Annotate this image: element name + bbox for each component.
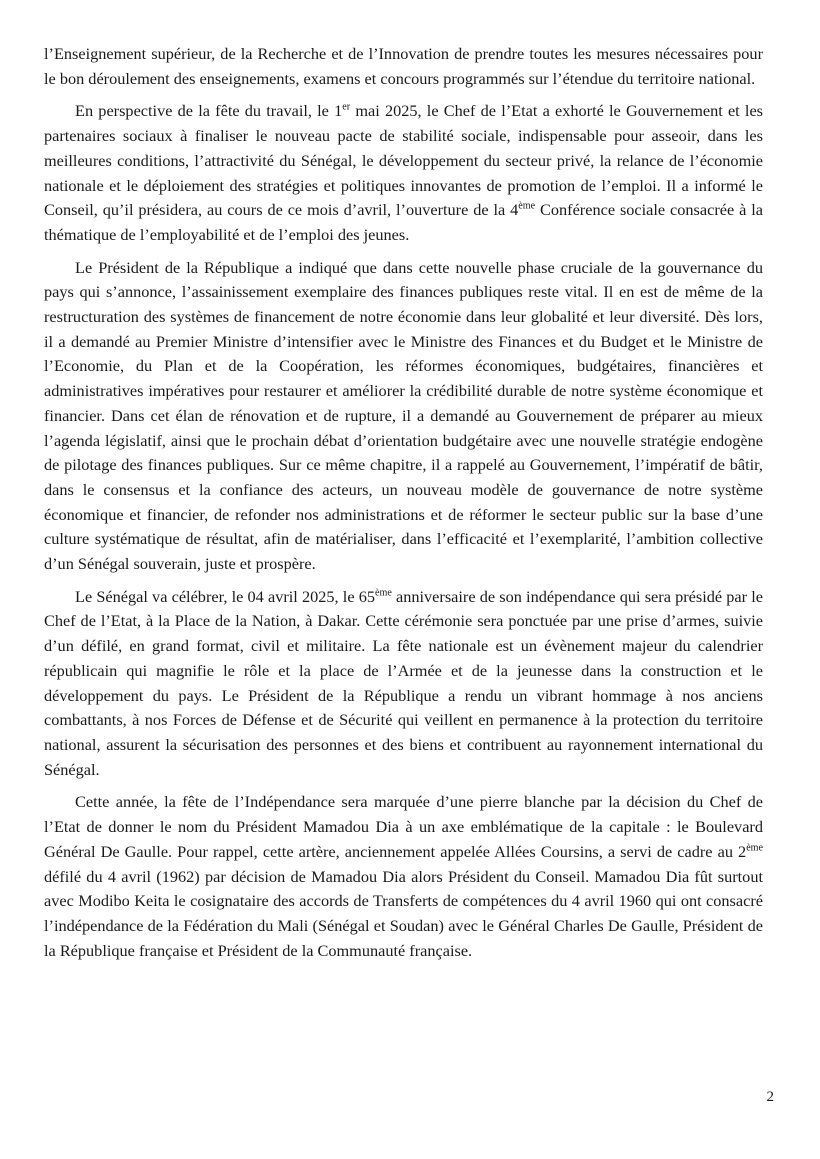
paragraph-text: mai 2025, le Chef de l’Etat a exhorté le Gouvernement et les partenaires sociaux à finaliser le nouveau pacte de stabilité sociale, indispensable pour asseoir, dans les meilleures conditions, l’attractivité du Sénégal, le développement du secteur privé, la relance de l’économie nationale et le déploiement des stratégies et politiques innovantes de promotion de l’emploi. Il a informé le Conseil, qu’il présidera, au cours de ce mois d’avril, l’ouverture de la 4	[44, 101, 764, 220]
paragraph-text: En perspective de la fête du travail, le 1	[75, 101, 343, 121]
paragraph	[44, 790, 763, 963]
page-number: 2	[766, 1089, 774, 1105]
paragraph-text: l’Enseignement supérieur, de la Recherche et de l’Innovation de prendre toutes les mesures nécessaires pour le bon déroulement des enseignements, examens et concours programmés sur l’étendue du territoire national.	[44, 44, 763, 88]
superscript-ordinal: ème	[746, 842, 763, 854]
paragraph	[44, 99, 763, 247]
paragraph-text: anniversaire de son indépendance qui sera présidé par le Chef de l’Etat, à la Place de la Nation, à Dakar. Cette cérémonie sera ponctuée par une prise d’armes, suivie d’un défilé, en grand format, civil et militaire. La fête nationale est un évènement majeur du calendrier républicain qui magnifie le rôle et la place de l’Armée et de la jeunesse dans la construction et le développement du pays. Le Président de la République a rendu un vibrant hommage à nos anciens combattants, à nos Forces de Défense et de Sécurité qui veillent en permanence à la protection du territoire national, assurent la sécurisation des personnes et des biens et contribuent au rayonnement international du Sénégal.	[44, 586, 763, 779]
paragraph	[44, 256, 763, 577]
paragraph-text: Le Sénégal va célébrer, le 04 avril 2025, le 65	[75, 586, 376, 606]
superscript-ordinal: er	[342, 101, 351, 113]
paragraph-text: Cette année, la fête de l’Indépendance sera marquée d’une pierre blanche par la décision du Chef de l’Etat de donner le nom du Président Mamadou Dia à un axe emblématique de la capitale : le Boulevard Général De Gaulle. Pour rappel, cette artère, anciennement appelée Allées Coursins, a servi de cadre au 2	[44, 792, 763, 861]
superscript-ordinal: ème	[375, 587, 392, 599]
paragraph-text: Conférence sociale consacrée à la thématique de l’employabilité et de l’emploi des jeunes.	[44, 200, 763, 244]
paragraph	[44, 585, 763, 783]
superscript-ordinal: ème	[518, 200, 536, 212]
document-body	[44, 42, 763, 971]
paragraph-text: défilé du 4 avril (1962) par décision de Mamadou Dia alors Président du Conseil. Mamadou Dia fût surtout avec Modibo Keita le cosignataire des accords de Transferts de compétences du 4 avril 1960 qui ont consacré l’indépendance de la Fédération du Mali (Sénégal et Soudan) avec le Général Charles De Gaulle, Président de la République française et Président de la Communauté française.	[44, 866, 763, 960]
paragraph	[44, 42, 763, 91]
paragraph-text: Le Président de la République a indiqué que dans cette nouvelle phase cruciale de la gouvernance du pays qui s’annonce, l’assainissement exemplaire des finances publiques reste vital. Il en est de même de la restructuration des systèmes de financement de notre économie dans leur globalité et leur diversité. Dès lors, il a demandé au Premier Ministre d’intensifier avec le Ministre des Finances et du Budget et le Ministre de l’Economie, du Plan et de la Coopération, les réformes économiques, budgétaires, financières et administratives impératives pour restaurer et améliorer la crédibilité durable de notre système économique et financier. Dans cet élan de rénovation et de rupture, il a demandé au Gouvernement de préparer au mieux l’agenda législatif, ainsi que le prochain débat d’orientation budgétaire avec une nouvelle stratégie endogène de pilotage des finances publiques. Sur ce même chapitre, il a rappelé au Gouvernement, l’impératif de bâtir, dans le consensus et la confiance des acteurs, un nouveau modèle de gouvernance de notre système économique et financier, de refonder nos administrations et de réformer le secteur public sur la base d’une culture systématique de résultat, afin de matérialiser, dans l’efficacité et l’exemplarité, l’ambition collective d’un Sénégal souverain, juste et prospère.	[44, 257, 763, 574]
